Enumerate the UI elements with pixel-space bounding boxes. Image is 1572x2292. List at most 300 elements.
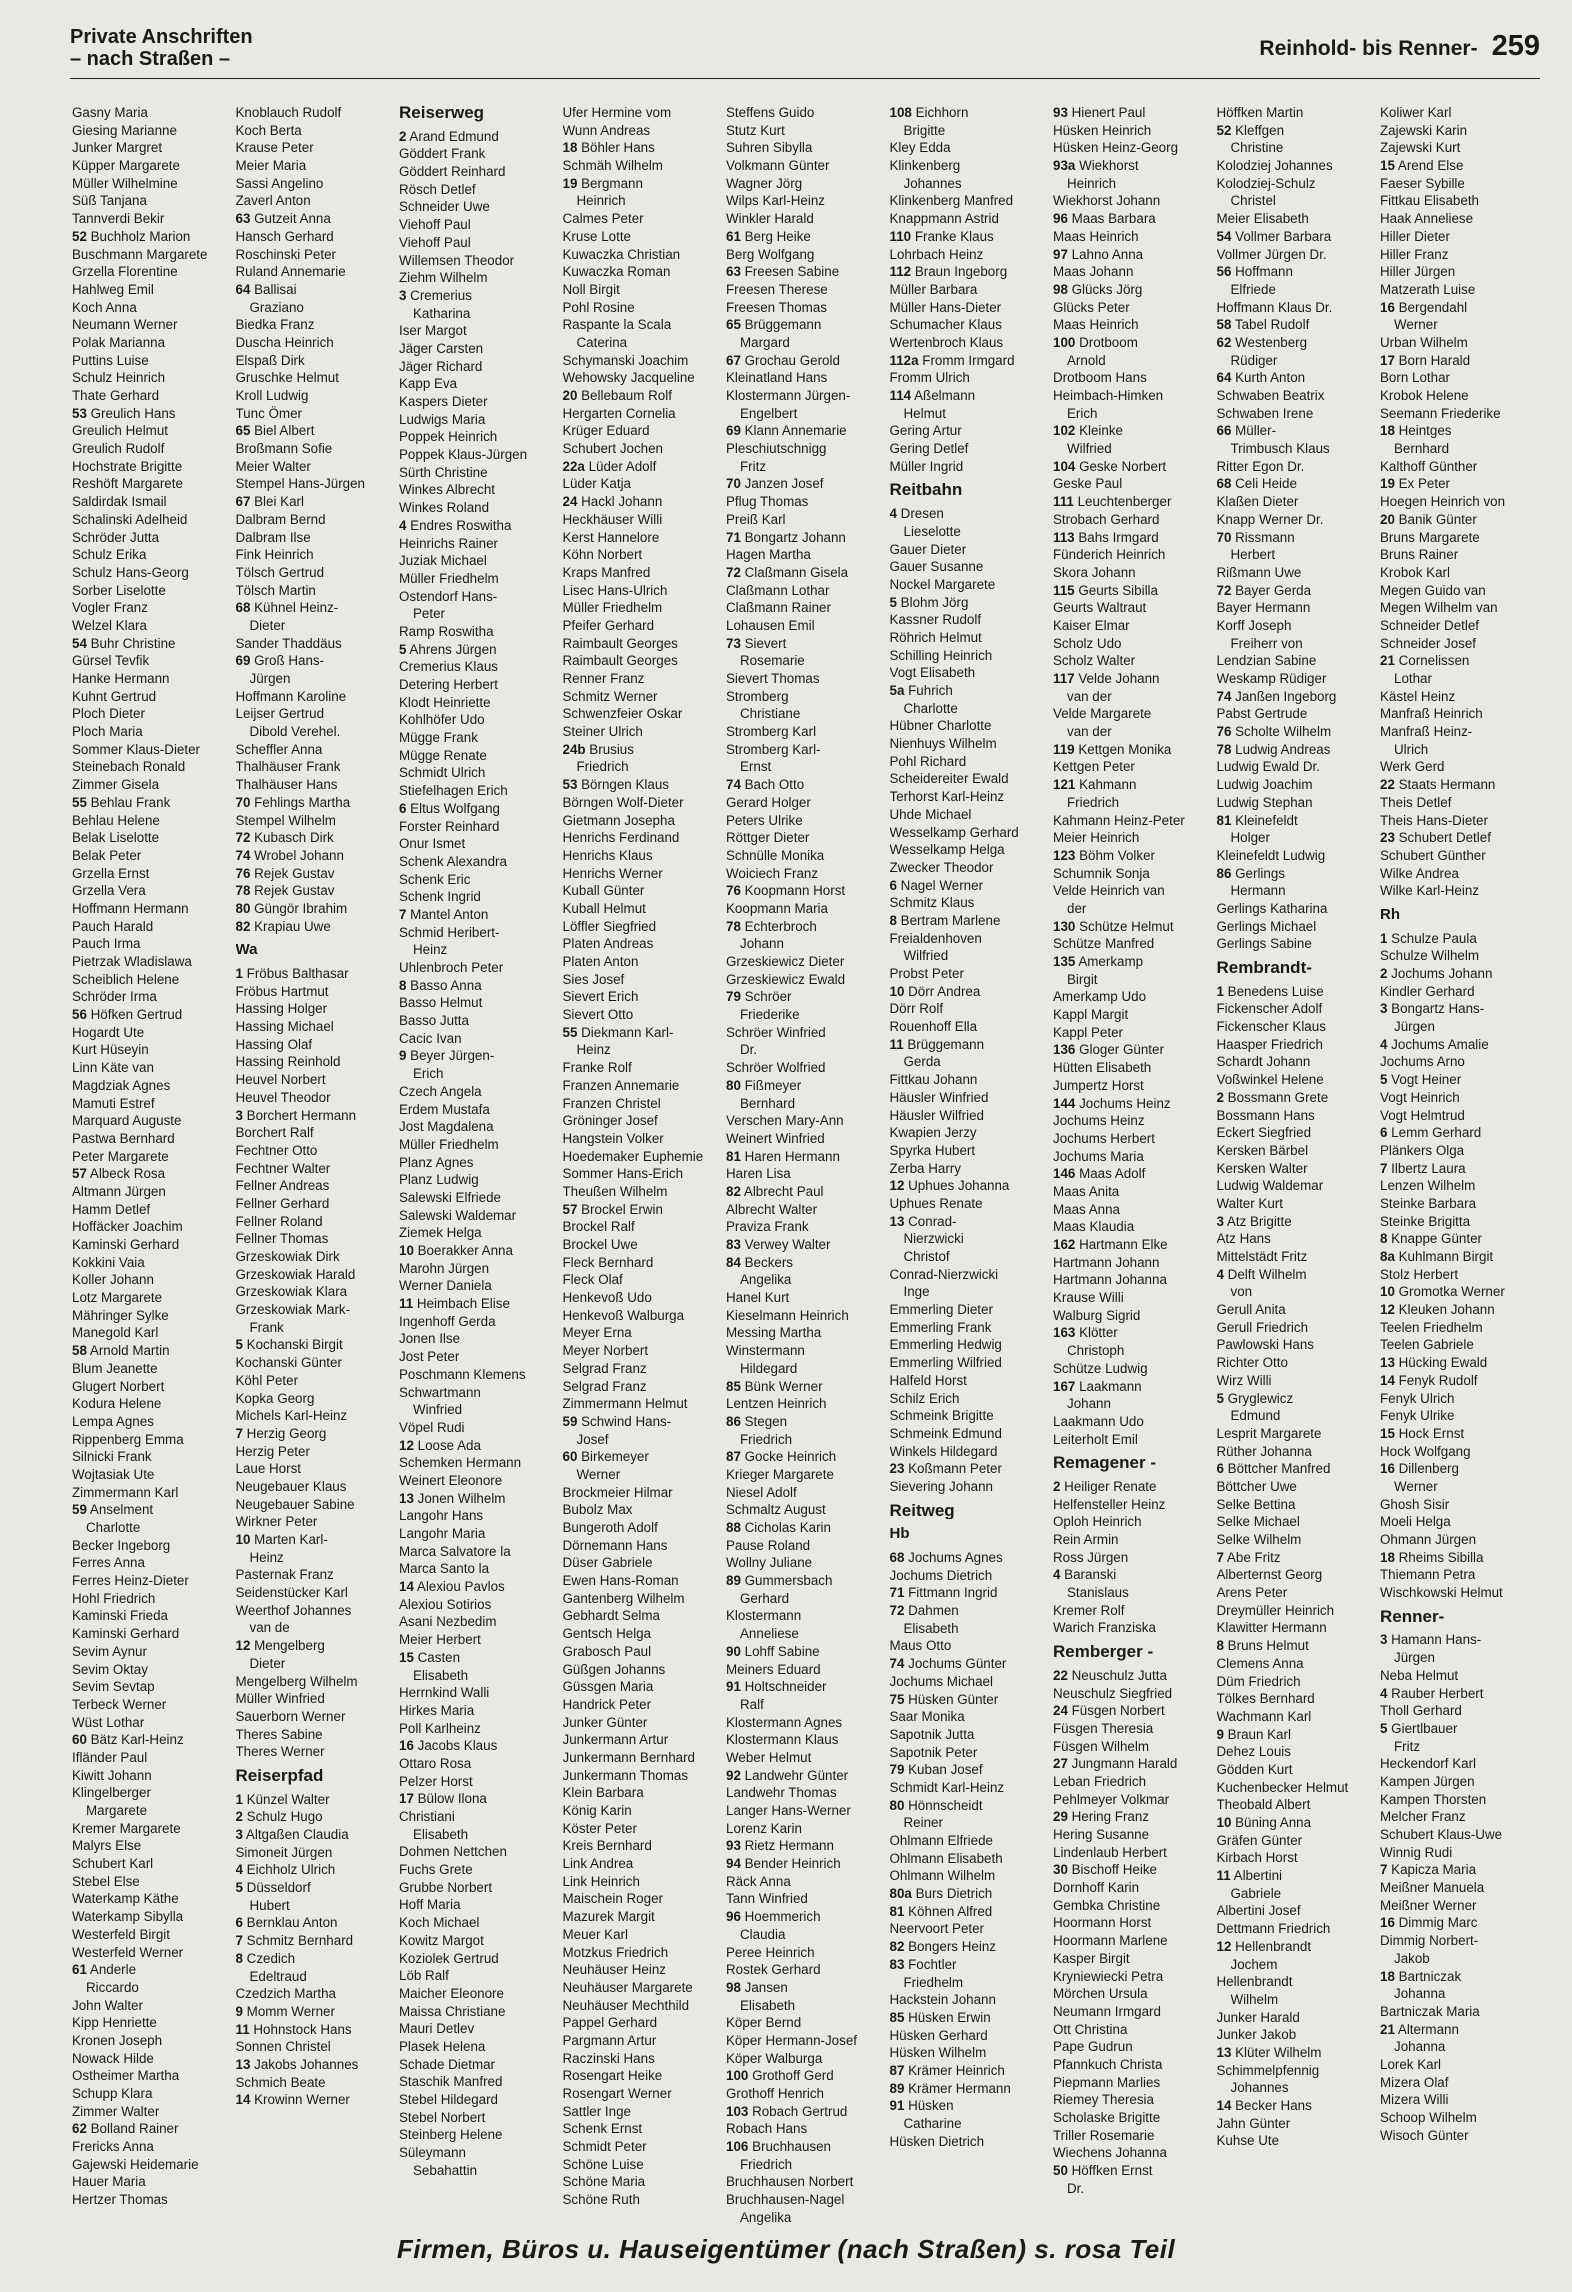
resident-entry: 11 Hohnstock Hans	[235, 2021, 352, 2037]
resident-entry: Rosengart Werner	[562, 2086, 672, 2101]
resident-entry: Schmitz Klaus	[889, 895, 975, 911]
resident-entry: 3 Bongartz Hans-	[1380, 1001, 1485, 1017]
resident-entry: 78 Rejek Gustav	[235, 883, 335, 899]
house-number: 6	[1216, 1461, 1224, 1477]
resident-entry: Neba Helmut	[1380, 1667, 1459, 1683]
resident-entry: Räck Anna	[726, 1873, 791, 1889]
house-number: 91	[726, 1679, 741, 1695]
resident-entry: Messing Martha	[726, 1325, 822, 1341]
resident-entry: Schöne Luise	[562, 2156, 644, 2172]
entry-continuation: Catharine	[903, 2116, 962, 2131]
resident-entry: Hamm Detlef	[72, 1201, 151, 1217]
directory-column	[890, 104, 1054, 2234]
house-number: 5a	[889, 683, 905, 698]
house-number: 72	[889, 1603, 905, 1619]
resident-entry: 74 Wrobel Johann	[235, 847, 344, 863]
resident-entry: Schöne Ruth	[562, 2192, 640, 2208]
resident-entry: Langohr Maria	[399, 1526, 486, 1541]
resident-entry: Müller Barbara	[889, 281, 978, 297]
resident-entry: Emmerling Dieter	[889, 1302, 993, 1318]
resident-entry: Hellenbrandt	[1216, 1974, 1293, 1990]
resident-entry: Kirbach Horst	[1216, 1850, 1298, 1866]
resident-entry: Schulz Heinrich	[72, 370, 166, 386]
street-range: Reinhold- bis Renner-	[1259, 37, 1478, 60]
resident-entry: Meißner Manuela	[1380, 1880, 1485, 1896]
resident-entry: Maicher Eleonore	[399, 1985, 504, 2001]
resident-entry: Wehowsky Jacqueline	[562, 370, 695, 386]
house-number: 83	[889, 1956, 905, 1972]
house-number: 72	[726, 564, 741, 580]
resident-entry: Westerfeld Werner	[72, 1944, 184, 1960]
resident-entry: Kuhnt Gertrud	[72, 688, 157, 704]
resident-entry: Zerba Harry	[889, 1160, 961, 1176]
street-heading: Wa	[235, 941, 258, 959]
resident-entry: Grzella Ernst	[72, 865, 150, 881]
house-number: 22	[1380, 777, 1395, 793]
resident-entry: Scheiblich Helene	[72, 971, 180, 987]
resident-entry: Röttger Dieter	[726, 830, 810, 846]
resident-entry: Maas Heinrich	[1053, 317, 1139, 333]
resident-entry: Sievert Erich	[562, 989, 639, 1005]
resident-entry: Hock Wolfgang	[1380, 1443, 1471, 1459]
entry-continuation: Gerda	[903, 1054, 941, 1070]
house-number: 1	[235, 966, 243, 981]
resident-entry: 15 Arend Else	[1380, 158, 1464, 174]
resident-entry: Rösch Detlef	[399, 181, 476, 197]
resident-entry: Ostendorf Hans-	[399, 588, 498, 604]
resident-entry: Wertenbroch Klaus	[889, 334, 1004, 350]
resident-entry: Gröninger Josef	[562, 1113, 658, 1129]
resident-entry: 85 Bünk Werner	[726, 1378, 823, 1394]
resident-entry: Löb Ralf	[399, 1968, 449, 1984]
resident-entry: Wirkner Peter	[235, 1514, 318, 1530]
entry-continuation: Jürgen	[1394, 1650, 1435, 1666]
resident-entry: Marca Salvatore la	[399, 1543, 511, 1559]
resident-entry: Motzkus Friedrich	[562, 1944, 669, 1960]
resident-entry: Theußen Wilhelm	[562, 1183, 668, 1199]
house-number: 74	[726, 777, 741, 793]
resident-entry: Ostheimer Martha	[72, 2068, 180, 2084]
resident-entry: 8 Basso Anna	[399, 977, 482, 993]
resident-entry: 12 Mengelberg	[235, 1638, 325, 1654]
resident-entry: 111 Leuchtenberger	[1053, 494, 1172, 510]
house-number: 144	[1053, 1095, 1076, 1111]
resident-entry: Sievert Thomas	[726, 671, 820, 686]
entry-continuation: der	[1067, 900, 1087, 916]
resident-entry: 67 Blei Karl	[235, 494, 304, 510]
resident-entry: Altmann Jürgen	[72, 1183, 166, 1199]
resident-entry: Gauer Susanne	[889, 559, 984, 575]
resident-entry: 167 Laakmann	[1053, 1378, 1142, 1394]
resident-entry: Herrnkind Walli	[399, 1685, 490, 1701]
resident-entry: Häusler Winfried	[889, 1089, 989, 1105]
resident-entry: Wischkowski Helmut	[1380, 1585, 1503, 1601]
entry-continuation: Sebahattin	[413, 2162, 478, 2178]
resident-entry: Hoffmann Hermann	[72, 900, 189, 916]
resident-entry: Bubolz Max	[562, 1502, 633, 1518]
resident-entry: 2 Bossmann Grete	[1216, 1089, 1329, 1105]
house-number: 4	[399, 517, 407, 533]
resident-entry: Manfraß Heinrich	[1380, 706, 1483, 722]
resident-entry: Koch Michael	[399, 1915, 480, 1931]
resident-entry: Fuchs Grete	[399, 1862, 473, 1878]
resident-entry: Neuschulz Siegfried	[1053, 1685, 1173, 1701]
resident-entry: Hüsken Wilhelm	[889, 2045, 987, 2061]
resident-entry: Schröder Irma	[72, 989, 157, 1005]
resident-entry: Koller Johann	[72, 1272, 154, 1288]
resident-entry: Arens Peter	[1216, 1585, 1288, 1601]
resident-entry: Kuwaczka Christian	[562, 246, 681, 262]
entry-continuation: Heinrich	[576, 193, 626, 209]
house-number: 3	[235, 1827, 243, 1842]
resident-entry: Pastwa Bernhard	[72, 1130, 175, 1146]
house-number: 22	[1053, 1667, 1068, 1683]
resident-entry: Tölkes Bernhard	[1216, 1691, 1315, 1707]
resident-entry: Meier Herbert	[399, 1632, 481, 1648]
resident-entry: Zimmermann Karl	[72, 1484, 179, 1500]
resident-entry: Meyer Norbert	[562, 1343, 649, 1359]
resident-entry: Fenyk Ulrike	[1380, 1408, 1455, 1424]
resident-entry: 103 Robach Gertrud	[726, 2103, 848, 2119]
resident-entry: 54 Buhr Christine	[72, 635, 176, 651]
resident-entry: Zwecker Theodor	[889, 859, 994, 875]
resident-entry: Volkmann Günter	[726, 158, 830, 174]
resident-entry: 68 Jochums Agnes	[889, 1550, 1003, 1565]
resident-entry: 65 Biel Albert	[235, 423, 315, 439]
house-number: 7	[399, 906, 407, 922]
resident-entry: 119 Kettgen Monika	[1053, 741, 1172, 757]
house-number: 16	[1380, 1915, 1395, 1931]
resident-entry: Franke Rolf	[562, 1060, 632, 1076]
house-number: 114	[889, 388, 912, 403]
resident-entry: Meiners Eduard	[726, 1661, 821, 1677]
resident-entry: Hoegen Heinrich von	[1380, 494, 1506, 510]
resident-entry: 100 Grothoff Gerd	[726, 2068, 834, 2084]
resident-entry: Duscha Heinrich	[235, 334, 334, 350]
resident-entry: 12 Uphues Johanna	[889, 1178, 1010, 1194]
resident-entry: 162 Hartmann Elke	[1053, 1237, 1168, 1252]
resident-entry: Basso Helmut	[399, 995, 483, 1011]
resident-entry: Schubert Klaus-Uwe	[1380, 1827, 1503, 1842]
resident-entry: Plänkers Olga	[1380, 1142, 1465, 1158]
resident-entry: 20 Bellebaum Rolf	[562, 388, 672, 403]
resident-entry: Pehlmeyer Volkmar	[1053, 1791, 1170, 1807]
house-number: 62	[1216, 334, 1232, 350]
resident-entry: Fünderich Heinrich	[1053, 547, 1166, 563]
resident-entry: Junkermann Bernhard	[562, 1749, 695, 1765]
house-number: 58	[72, 1343, 87, 1359]
resident-entry: Wüst Lothar	[72, 1714, 145, 1730]
resident-entry: Freesen Therese	[726, 281, 828, 297]
house-number: 9	[399, 1048, 407, 1064]
resident-entry: Kleinatland Hans	[726, 370, 828, 386]
resident-entry: Sevim Oktay	[72, 1661, 148, 1677]
resident-entry: Poppek Klaus-Jürgen	[399, 447, 528, 463]
resident-entry: Ludwig Ewald Dr.	[1216, 759, 1320, 775]
resident-entry: Walter Kurt	[1216, 1195, 1283, 1211]
resident-entry: Schoop Wilhelm	[1380, 2110, 1477, 2125]
resident-entry: Hahlweg Emil	[72, 281, 154, 297]
resident-entry: Meuer Karl	[562, 1926, 628, 1942]
resident-entry: Thiemann Petra	[1380, 1567, 1476, 1583]
resident-entry: 83 Fochtler	[889, 1956, 957, 1972]
resident-entry: Hartmann Johanna	[1053, 1272, 1167, 1288]
entry-continuation: Katharina	[413, 305, 471, 321]
resident-entry: 15 Hock Ernst	[1380, 1425, 1465, 1441]
resident-entry: Göddert Frank	[399, 146, 486, 162]
resident-entry: Raimbault Georges	[562, 635, 678, 651]
resident-entry: 81 Haren Hermann	[726, 1148, 840, 1164]
resident-entry: Ziehm Wilhelm	[399, 270, 488, 286]
house-number: 87	[889, 2062, 905, 2078]
resident-entry: Gantenberg Wilhelm	[562, 1590, 685, 1606]
resident-entry: Zajewski Kurt	[1380, 140, 1461, 156]
resident-entry: 7 Ilbertz Laura	[1380, 1160, 1466, 1176]
resident-entry: Mähringer Sylke	[72, 1307, 169, 1323]
resident-entry: Höffken Martin	[1216, 105, 1304, 120]
house-number: 53	[562, 777, 578, 793]
resident-entry: Tannverdi Bekir	[72, 211, 165, 227]
resident-entry: Schulz Erika	[72, 547, 147, 563]
resident-entry: Selgrad Franz	[562, 1360, 647, 1376]
house-number: 13	[235, 2056, 251, 2072]
resident-entry: Dornhoff Karin	[1053, 1880, 1140, 1896]
entry-continuation: Wilfried	[1067, 441, 1112, 457]
resident-entry: Strobach Gerhard	[1053, 511, 1160, 527]
house-number: 76	[726, 883, 741, 899]
resident-entry: Kindler Gerhard	[1380, 983, 1475, 999]
resident-entry: Grzeskowiak Dirk	[235, 1249, 340, 1264]
resident-entry: 52 Buchholz Marion	[72, 228, 191, 244]
resident-entry: Stiefelhagen Erich	[399, 783, 508, 799]
entry-continuation: Hermann	[1230, 883, 1286, 899]
resident-entry: Hansch Gerhard	[235, 228, 334, 244]
house-number: 19	[562, 175, 578, 191]
resident-entry: 79 Kuban Josef	[889, 1762, 983, 1778]
house-number: 1	[1380, 930, 1388, 946]
resident-entry: 110 Franke Klaus	[889, 228, 994, 244]
resident-entry: 5a Fuhrich	[889, 683, 953, 698]
entry-continuation: Dr.	[1067, 2180, 1085, 2196]
resident-entry: Steinke Barbara	[1380, 1195, 1477, 1211]
resident-entry: Schemken Hermann	[399, 1455, 522, 1471]
house-number: 74	[889, 1656, 905, 1672]
resident-entry: Seemann Friederike	[1380, 405, 1501, 421]
resident-entry: Kersken Walter	[1216, 1160, 1308, 1176]
house-number: 13	[889, 1213, 905, 1229]
resident-entry: Junkermann Artur	[562, 1732, 669, 1748]
resident-entry: 97 Lahno Anna	[1053, 246, 1144, 262]
resident-entry: Berg Wolfgang	[726, 246, 815, 262]
resident-entry: Henrichs Ferdinand	[562, 830, 680, 846]
resident-entry: Raimbault Georges	[562, 653, 678, 669]
entry-continuation: Lieselotte	[903, 523, 961, 539]
directory-column	[1053, 104, 1217, 2234]
house-number: 121	[1053, 777, 1076, 793]
directory-column	[726, 104, 890, 2234]
resident-entry: Heckendorf Karl	[1380, 1756, 1477, 1772]
resident-entry: 88 Cicholas Karin	[726, 1520, 831, 1535]
resident-entry: Freesen Thomas	[726, 299, 827, 315]
resident-entry: Poppek Heinrich	[399, 429, 498, 445]
resident-entry: 6 Eltus Wolfgang	[399, 800, 500, 816]
entry-continuation: Werner	[576, 1466, 621, 1482]
house-number: 119	[1053, 741, 1075, 757]
house-number: 86	[1216, 865, 1232, 881]
resident-entry: 56 Hoffmann	[1216, 264, 1293, 280]
resident-entry: Schmitz Werner	[562, 688, 658, 704]
resident-entry: Weerthof Johannes	[235, 1602, 352, 1618]
house-number: 17	[399, 1791, 414, 1807]
entry-continuation: Werner	[1394, 317, 1438, 333]
resident-entry: Hüsken Heinrich	[1053, 122, 1152, 138]
resident-entry: Heuvel Theodor	[235, 1089, 331, 1105]
entry-continuation: Edmund	[1230, 1408, 1281, 1424]
resident-entry: Schröder Jutta	[72, 529, 160, 545]
resident-entry: Marca Santo la	[399, 1561, 490, 1577]
resident-entry: 55 Diekmann Karl-	[562, 1024, 674, 1040]
resident-entry: 60 Birkemeyer	[562, 1449, 649, 1465]
resident-entry: Müller Hans-Dieter	[889, 299, 1002, 315]
resident-entry: Zajewski Karin	[1380, 122, 1468, 138]
house-number: 57	[562, 1201, 578, 1217]
resident-entry: Kolodziej Johannes	[1216, 158, 1333, 174]
resident-entry: Fellner Gerhard	[235, 1195, 330, 1211]
resident-entry: Gajewski Heidemarie	[72, 2156, 199, 2172]
house-number: 3	[399, 287, 407, 303]
resident-entry: 80a Burs Dietrich	[889, 1886, 993, 1902]
resident-entry: 13 Hücking Ewald	[1380, 1355, 1488, 1371]
resident-entry: Sürth Christine	[399, 464, 488, 480]
resident-entry: 12 Kleuken Johann	[1380, 1302, 1495, 1318]
resident-entry: Hoff Maria	[399, 1897, 461, 1913]
resident-entry: Fechtner Otto	[235, 1142, 318, 1158]
resident-entry: Hiller Jürgen	[1380, 264, 1456, 280]
resident-entry: Winkels Hildegard	[889, 1443, 998, 1459]
resident-entry: Skora Johann	[1053, 564, 1136, 580]
resident-entry: Kraps Manfred	[562, 564, 651, 580]
resident-entry: Kaminski Gerhard	[72, 1237, 180, 1252]
resident-entry: 13 Jonen Wilhelm	[399, 1490, 506, 1506]
resident-entry: Pawlowski Hans	[1216, 1337, 1314, 1353]
resident-entry: Forster Reinhard	[399, 818, 500, 834]
resident-entry: Schütze Ludwig	[1053, 1360, 1148, 1376]
resident-entry: Becker Ingeborg	[72, 1537, 171, 1553]
entry-continuation: Dieter	[249, 1655, 286, 1671]
street-heading: Rh	[1380, 905, 1400, 923]
entry-continuation: van der	[1067, 688, 1112, 704]
resident-entry: Planz Ludwig	[399, 1172, 479, 1188]
house-number: 63	[235, 211, 251, 227]
house-number: 93	[1053, 105, 1068, 120]
resident-entry: Klinkenberg	[889, 158, 961, 174]
entry-continuation: Erich	[413, 1066, 444, 1082]
house-number: 2	[1216, 1089, 1224, 1105]
resident-entry: Hering Susanne	[1053, 1827, 1150, 1842]
resident-entry: Klostermann Agnes	[726, 1714, 843, 1730]
house-number: 4	[1053, 1567, 1061, 1583]
resident-entry: 22a Lüder Adolf	[562, 458, 657, 474]
house-number: 110	[889, 228, 912, 244]
resident-entry: Bossmann Hans	[1216, 1107, 1315, 1123]
resident-entry: Häusler Wilfried	[889, 1107, 984, 1123]
house-number: 88	[726, 1520, 741, 1535]
resident-entry: Freialdenhoven	[889, 930, 982, 946]
house-number: 8	[1216, 1638, 1224, 1654]
entry-continuation: Reiner	[903, 1815, 943, 1831]
resident-entry: Tölsch Gertrud	[235, 564, 325, 580]
resident-entry: 72 Bayer Gerda	[1216, 582, 1312, 598]
resident-entry: Scheffler Anna	[235, 741, 323, 757]
resident-entry: Ploch Maria	[72, 724, 143, 740]
resident-entry: Vogt Heinrich	[1380, 1089, 1460, 1105]
resident-entry: 7 Kapicza Maria	[1380, 1862, 1477, 1878]
resident-entry: Schmäh Wilhelm	[562, 158, 663, 174]
resident-entry: Fink Heinrich	[235, 547, 314, 563]
resident-entry: 71 Fittmann Ingrid	[889, 1585, 998, 1601]
resident-entry: Lorenz Karin	[726, 1820, 802, 1836]
resident-entry: 7 Herzig Georg	[235, 1425, 327, 1441]
resident-entry: Albrecht Walter	[726, 1201, 818, 1217]
resident-entry: Gebhardt Selma	[562, 1608, 661, 1624]
resident-entry: Schumnik Sonja	[1053, 865, 1150, 881]
resident-entry: 7 Abe Fritz	[1216, 1549, 1281, 1565]
resident-entry: Stebel Hildegard	[399, 2092, 499, 2107]
resident-entry: Fittkau Elisabeth	[1380, 193, 1479, 209]
resident-entry: Kuwaczka Roman	[562, 264, 671, 280]
resident-entry: 3 Hamann Hans-	[1380, 1632, 1482, 1648]
resident-entry: Schneider Uwe	[399, 199, 490, 215]
resident-entry: Winkler Harald	[726, 211, 814, 227]
resident-entry: Vogler Franz	[72, 600, 148, 616]
resident-entry: 57 Albeck Rosa	[72, 1166, 166, 1182]
resident-entry: Scholz Udo	[1053, 635, 1122, 651]
entry-continuation: Margard	[740, 334, 790, 350]
resident-entry: Kruse Lotte	[562, 228, 631, 244]
resident-entry: Schubert Günther	[1380, 847, 1486, 863]
resident-entry: Kapp Eva	[399, 376, 458, 392]
resident-entry: Hagen Martha	[726, 547, 811, 563]
resident-entry: Roschinski Peter	[235, 246, 336, 262]
house-number: 13	[1216, 2044, 1232, 2060]
resident-entry: Schmidt Peter	[562, 2139, 647, 2155]
resident-entry: 92 Landwehr Günter	[726, 1767, 849, 1783]
resident-entry: Klostermann Klaus	[726, 1732, 839, 1748]
resident-entry: Junker Harald	[1216, 2009, 1300, 2025]
resident-entry: König Karin	[562, 1803, 632, 1818]
resident-entry: Schymanski Joachim	[562, 352, 689, 368]
resident-entry: Schumacher Klaus	[889, 317, 1002, 333]
resident-entry: 59 Schwind Hans-	[562, 1413, 672, 1429]
house-number: 13	[1380, 1355, 1395, 1371]
house-number: 12	[399, 1437, 414, 1453]
resident-entry: Hoormann Marlene	[1053, 1933, 1168, 1949]
resident-entry: Hoedemaker Euphemie	[562, 1148, 704, 1164]
resident-entry: Richter Otto	[1216, 1355, 1288, 1371]
resident-entry: 68 Kühnel Heinz-	[235, 600, 339, 616]
house-number: 7	[1380, 1160, 1388, 1176]
house-number: 64	[235, 281, 251, 297]
resident-entry: Werner Daniela	[399, 1278, 492, 1294]
house-number: 11	[889, 1036, 904, 1052]
resident-entry: Viehoff Paul	[399, 217, 471, 233]
resident-entry: Bruns Margarete	[1380, 529, 1480, 545]
house-number: 162	[1053, 1237, 1076, 1252]
resident-entry: 1 Schulze Paula	[1380, 930, 1477, 946]
resident-entry: 6 Bernklau Anton	[235, 1915, 338, 1931]
resident-entry: Geurts Waltraut	[1053, 600, 1147, 616]
resident-entry: Langer Hans-Werner	[726, 1803, 851, 1818]
